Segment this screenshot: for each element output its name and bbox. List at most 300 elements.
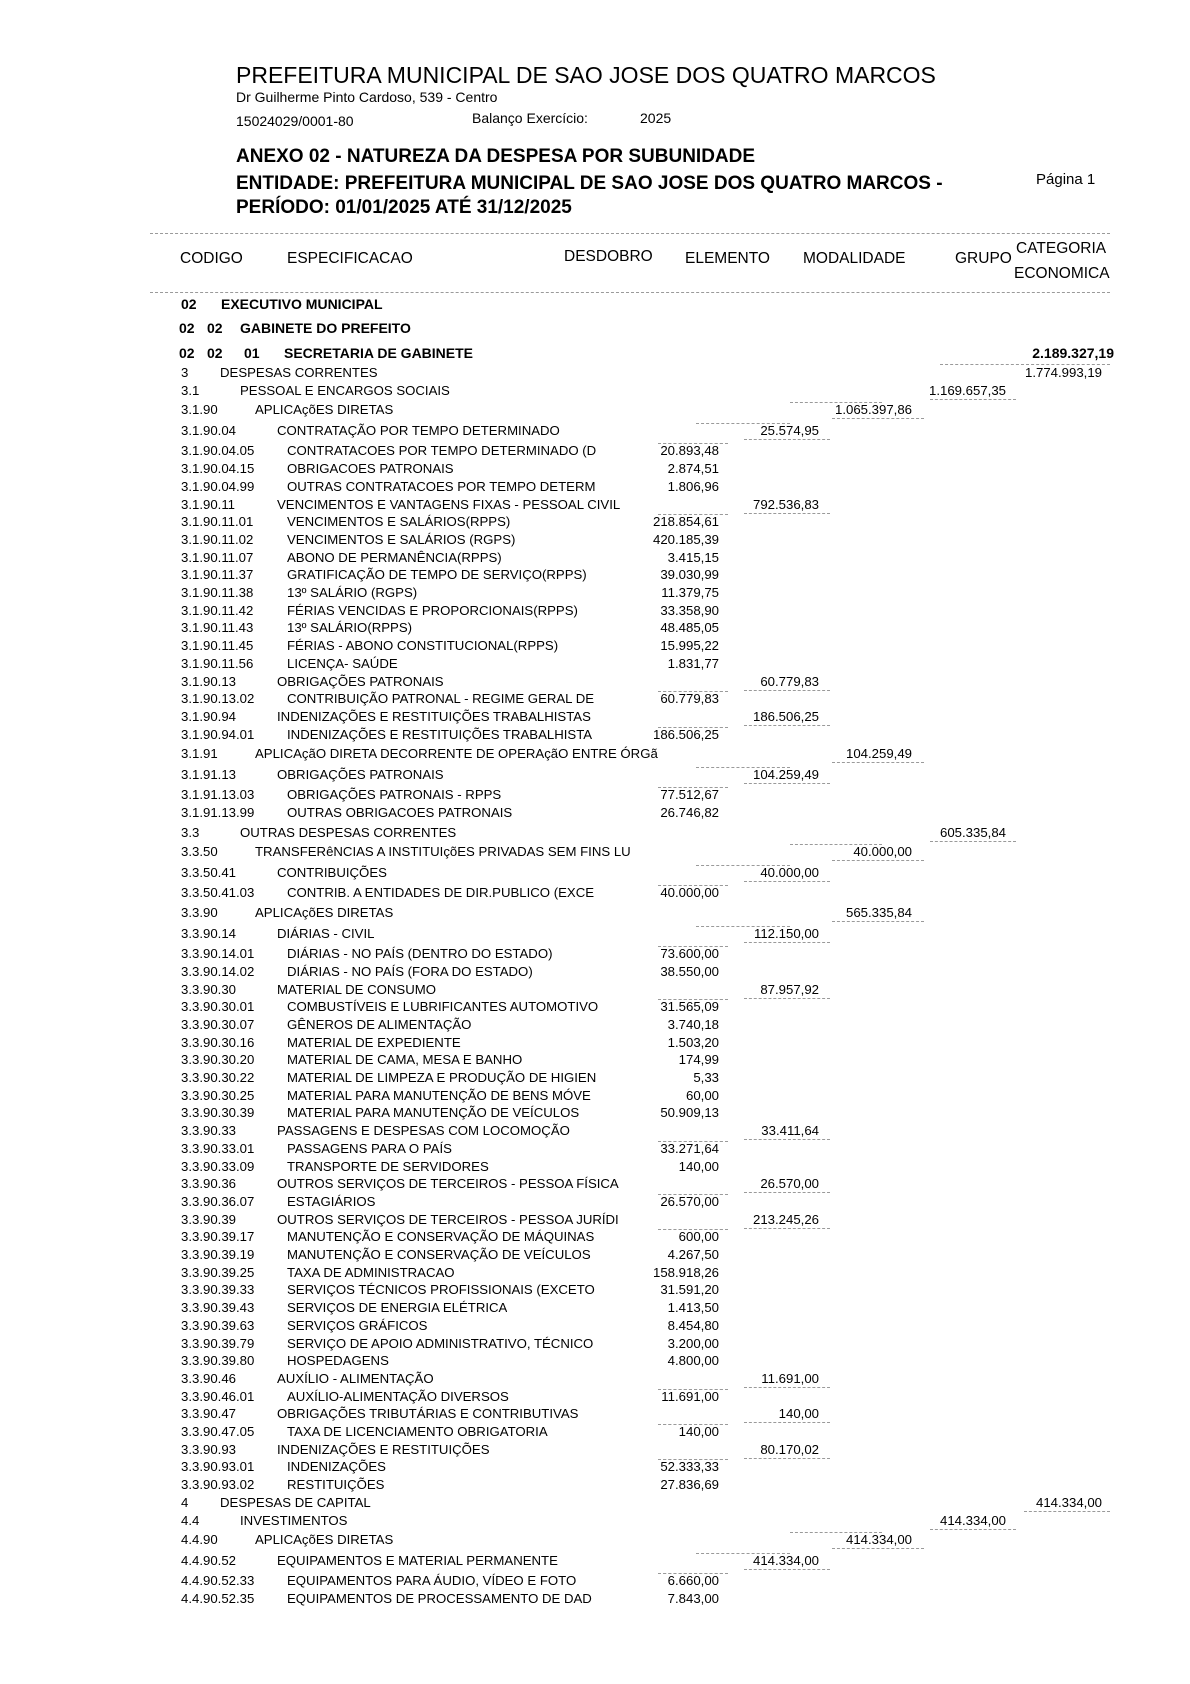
row-value: 213.245,26: [752, 1211, 819, 1227]
row-code: 3.3.90.33: [181, 1123, 236, 1139]
row-divider: [930, 1529, 1016, 1530]
row-divider: [658, 787, 728, 788]
row-value: 38.550,00: [660, 963, 719, 979]
table-row: [0, 1087, 1190, 1104]
row-description: EQUIPAMENTOS E MATERIAL PERMANENTE: [277, 1552, 558, 1568]
row-divider: [832, 860, 924, 861]
row-code: 3.3.90.93.02: [181, 1477, 255, 1493]
row-divider: [658, 1459, 728, 1460]
row-value: 605.335,84: [939, 824, 1006, 840]
row-code: 3.1.90.04.99: [181, 478, 255, 494]
row-value: 565.335,84: [845, 905, 912, 921]
row-code: 3.3.90.39.79: [181, 1335, 255, 1351]
row-divider: [658, 1573, 728, 1574]
table-row: [0, 673, 1190, 690]
row-code: 3.3.50: [181, 844, 218, 860]
row-value: 1.169.657,35: [928, 382, 1006, 398]
table-row: [0, 1140, 1190, 1157]
row-code: 3.1.90.13: [181, 673, 236, 689]
row-value: 1.065.397,86: [834, 402, 912, 418]
row-description: TAXA DE ADMINISTRACAO: [287, 1264, 455, 1280]
table-row: [0, 1016, 1190, 1033]
table-row: [0, 1122, 1190, 1139]
row-description: ESTAGIÁRIOS: [287, 1193, 376, 1209]
table-row: [0, 513, 1190, 530]
col-especificacao: ESPECIFICACAO: [287, 250, 413, 267]
row-code: 3.3.90.14.02: [181, 963, 255, 979]
row-code: 3.3.90.30.25: [181, 1087, 255, 1103]
row-code: 3.3.90.30.20: [181, 1052, 255, 1068]
row-description: CONTRIBUIÇÃO PATRONAL - REGIME GERAL DE: [287, 691, 595, 707]
table-row: [0, 766, 1190, 783]
row-value: 39.030,99: [660, 567, 719, 583]
row-code: 3.3.50.41.03: [181, 885, 255, 901]
row-value: 33.358,90: [660, 602, 719, 618]
row-value: 31.565,09: [660, 999, 719, 1015]
row-code: 3.3.90.30: [181, 981, 236, 997]
table-row: [0, 602, 1190, 619]
col-economica: ECONOMICA: [1014, 265, 1110, 282]
table-row: [0, 1552, 1190, 1569]
row-divider: [658, 946, 728, 947]
row-description: VENCIMENTOS E SALÁRIOS(RPPS): [287, 514, 511, 530]
unit-name: EXECUTIVO MUNICIPAL: [221, 296, 383, 312]
row-code: 3.3.90.30.01: [181, 999, 255, 1015]
table-row: [0, 1441, 1190, 1458]
row-value: 48.485,05: [660, 620, 719, 636]
table-row: [0, 963, 1190, 980]
row-description: PASSAGENS E DESPESAS COM LOCOMOÇÃO: [277, 1123, 570, 1139]
row-value: 60,00: [685, 1087, 719, 1103]
row-value: 3.415,15: [667, 549, 719, 565]
table-row: [0, 1458, 1190, 1475]
page-title: PREFEITURA MUNICIPAL DE SAO JOSE DOS QUATRO MARCOS: [236, 62, 936, 88]
table-row: [0, 1335, 1190, 1352]
period-title: PERÍODO: 01/01/2025 ATÉ 31/12/2025: [236, 197, 572, 218]
table-row: [0, 690, 1190, 707]
table-row: [0, 1069, 1190, 1086]
row-divider: [658, 1229, 728, 1230]
row-value: 60.779,83: [760, 673, 819, 689]
row-description: CONTRIBUIÇÕES: [277, 864, 387, 880]
row-code: 3.3.90.39.19: [181, 1247, 255, 1262]
row-description: VENCIMENTOS E SALÁRIOS (RGPS): [287, 531, 516, 547]
table-row: [0, 401, 1190, 418]
row-code: 3.3.90: [181, 905, 218, 921]
row-value: 1.806,96: [667, 478, 719, 494]
row-divider: [696, 865, 790, 866]
row-code: 3.3.90.46.01: [181, 1388, 255, 1404]
table-row: [0, 726, 1190, 743]
table-row: [0, 1531, 1190, 1548]
row-code: 4.4: [181, 1512, 200, 1528]
row-description: VENCIMENTOS E VANTAGENS FIXAS - PESSOAL CIVIL: [277, 496, 621, 512]
table-row: [0, 945, 1190, 962]
row-value: 20.893,48: [660, 443, 719, 459]
row-description: DIÁRIAS - NO PAÍS (FORA DO ESTADO): [287, 963, 533, 979]
row-description: OBRIGACOES PATRONAIS: [287, 461, 454, 477]
row-code: 3.3.90.39.80: [181, 1353, 255, 1369]
row-value: 414.334,00: [752, 1552, 819, 1568]
row-divider: [832, 921, 924, 922]
row-code: 3.1.90.11.45: [181, 638, 254, 654]
row-value: 1.503,20: [667, 1034, 719, 1050]
row-description: SERVIÇOS GRÁFICOS: [287, 1317, 428, 1333]
row-divider: [930, 841, 1016, 842]
row-code: 3.1.90.13.02: [181, 691, 255, 707]
row-value: 40.000,00: [760, 864, 819, 880]
row-code: 3.3.90.93.01: [181, 1459, 255, 1475]
table-row: [0, 843, 1190, 860]
table-row: [0, 496, 1190, 513]
row-value: 414.334,00: [1035, 1494, 1102, 1510]
row-code: 3.3.90.47.05: [181, 1424, 255, 1439]
table-row: [0, 1264, 1190, 1281]
table-row: [0, 981, 1190, 998]
row-code: 4.4.90: [181, 1532, 218, 1548]
row-code: 3.1.90.11.43: [181, 620, 254, 636]
row-description: MATERIAL PARA MANUTENÇÃO DE BENS MÓVE: [287, 1087, 591, 1103]
row-divider: [658, 999, 728, 1000]
row-value: 1.774.993,19: [1024, 365, 1102, 380]
row-description: MANUTENÇÃO E CONSERVAÇÃO DE VEÍCULOS: [287, 1247, 591, 1262]
row-description: APLICAçõES DIRETAS: [255, 402, 394, 418]
col-grupo: GRUPO: [955, 250, 1012, 267]
annex-title: ANEXO 02 - NATUREZA DA DESPESA POR SUBUNIDADE: [236, 146, 756, 167]
row-code: 3.3: [181, 824, 200, 840]
row-description: SERVIÇOS TÉCNICOS PROFISSIONAIS (EXCETO: [287, 1282, 595, 1298]
row-value: 420.185,39: [652, 531, 719, 547]
row-description: PESSOAL E ENCARGOS SOCIAIS: [240, 382, 450, 398]
col-elemento: ELEMENTO: [685, 250, 770, 267]
address: Dr Guilherme Pinto Cardoso, 539 - Centro: [236, 89, 498, 105]
table-row: [0, 364, 1190, 381]
subsub-code-2: 02: [207, 345, 223, 361]
row-code: 3.1.90: [181, 402, 218, 418]
table-row: [0, 904, 1190, 921]
balanco-year: 2025: [640, 110, 672, 126]
table-row: [0, 745, 1190, 762]
row-value: 6.660,00: [667, 1573, 719, 1589]
subunit-name: GABINETE DO PREFEITO: [240, 320, 411, 336]
row-description: PASSAGENS PARA O PAÍS: [287, 1140, 452, 1156]
table-row: [0, 708, 1190, 725]
row-value: 600,00: [678, 1229, 719, 1245]
row-value: 33.271,64: [660, 1140, 719, 1156]
row-description: APLICAçãO DIRETA DECORRENTE DE OPERAçãO ENTRE ÓRGã: [255, 746, 658, 762]
row-code: 3.3.90.36: [181, 1176, 236, 1192]
row-code: 3.1.90.04.15: [181, 461, 255, 477]
row-divider: [790, 1532, 882, 1533]
row-code: 3.3.50.41: [181, 864, 236, 880]
table-row: [0, 460, 1190, 477]
table-row: [0, 619, 1190, 636]
table-row: [0, 1352, 1190, 1369]
row-value: 26.570,00: [660, 1193, 719, 1209]
row-value: 40.000,00: [660, 885, 719, 901]
row-divider: [696, 423, 790, 424]
row-value: 140,00: [778, 1406, 819, 1422]
subunit-code-1: 02: [179, 320, 195, 336]
row-value: 218.854,61: [652, 514, 719, 530]
cnpj: 15024029/0001-80: [236, 113, 354, 129]
row-code: 3.1.90.11.42: [181, 602, 254, 618]
row-description: 13º SALÁRIO (RGPS): [287, 585, 418, 600]
col-desdobro: DESDOBRO: [564, 248, 653, 265]
row-description: OUTRAS CONTRATACOES POR TEMPO DETERM: [287, 478, 596, 494]
row-code: 3.3.90.93: [181, 1441, 236, 1457]
row-value: 186.506,25: [652, 726, 719, 742]
row-code: 3.1: [181, 382, 200, 398]
row-description: MATERIAL DE CAMA, MESA E BANHO: [287, 1052, 523, 1068]
row-value: 8.454,80: [667, 1317, 719, 1333]
row-value: 77.512,67: [660, 787, 719, 803]
row-value: 80.170,02: [760, 1441, 819, 1457]
row-code: 3.3.90.30.07: [181, 1016, 255, 1032]
row-description: CONTRIB. A ENTIDADES DE DIR.PUBLICO (EXCE: [287, 885, 595, 901]
table-row: [0, 804, 1190, 821]
row-code: 3: [181, 365, 189, 380]
row-divider: [658, 1194, 728, 1195]
row-code: 3.1.91.13.03: [181, 787, 255, 803]
row-divider: [744, 783, 830, 784]
row-divider: [744, 881, 830, 882]
row-value: 186.506,25: [752, 708, 819, 724]
row-divider: [658, 1141, 728, 1142]
row-description: OBRIGAÇÕES PATRONAIS: [277, 766, 444, 782]
row-description: OUTROS SERVIÇOS DE TERCEIROS - PESSOA JURÍDI: [277, 1211, 619, 1227]
row-value: 112.150,00: [753, 925, 819, 941]
row-code: 3.3.90.30.39: [181, 1105, 255, 1121]
row-description: LICENÇA- SAÚDE: [287, 655, 398, 671]
row-code: 3.3.90.14.01: [181, 946, 255, 962]
table-row: [0, 382, 1190, 399]
row-value: 3.740,18: [667, 1016, 719, 1032]
row-description: EQUIPAMENTOS PARA ÁUDIO, VÍDEO E FOTO: [287, 1573, 577, 1589]
row-code: 3.3.90.30.16: [181, 1034, 255, 1050]
row-divider: [658, 443, 728, 444]
row-code: 3.3.90.33.01: [181, 1140, 255, 1156]
row-value: 11.691,00: [661, 1388, 719, 1404]
table-row: [0, 1388, 1190, 1405]
row-value: 174,99: [678, 1052, 719, 1068]
table-row: [0, 442, 1190, 459]
row-value: 1.413,50: [667, 1300, 719, 1316]
row-divider: [832, 762, 924, 763]
row-description: MATERIAL DE CONSUMO: [277, 981, 436, 997]
row-value: 25.574,95: [760, 422, 819, 438]
columns-divider: [150, 292, 1110, 293]
row-divider: [832, 1548, 924, 1549]
row-code: 3.1.90.11.56: [181, 655, 254, 671]
row-description: OBRIGAÇÕES PATRONAIS: [277, 673, 444, 689]
row-value: 140,00: [678, 1158, 719, 1174]
row-description: TRANSPORTE DE SERVIDORES: [287, 1158, 489, 1174]
row-divider: [658, 1389, 728, 1390]
row-divider: [658, 514, 728, 515]
row-description: INVESTIMENTOS: [240, 1512, 348, 1528]
row-description: COMBUSTÍVEIS E LUBRIFICANTES AUTOMOTIVO: [287, 999, 599, 1015]
table-row: [0, 998, 1190, 1015]
row-code: 3.1.90.11: [181, 496, 236, 512]
row-value: 140,00: [678, 1424, 719, 1439]
row-description: DIÁRIAS - NO PAÍS (DENTRO DO ESTADO): [287, 946, 553, 962]
row-description: TAXA DE LICENCIAMENTO OBRIGATORIA: [287, 1424, 548, 1439]
row-value: 104.259,49: [752, 766, 819, 782]
row-code: 3.3.90.46: [181, 1370, 236, 1386]
page-number: Página 1: [1036, 171, 1096, 188]
row-code: 3.3.90.39.33: [181, 1282, 255, 1298]
col-categoria: CATEGORIA: [1016, 240, 1107, 257]
row-code: 3.1.90.11.07: [181, 549, 254, 565]
row-description: SERVIÇO DE APOIO ADMINISTRATIVO, TÉCNICO: [287, 1335, 594, 1351]
row-description: MATERIAL DE LIMPEZA E PRODUÇÃO DE HIGIEN: [287, 1070, 597, 1085]
row-divider: [696, 767, 790, 768]
table-row: [0, 1317, 1190, 1334]
table-row: [0, 1158, 1190, 1175]
row-code: 3.1.90.94: [181, 708, 236, 724]
row-description: OUTROS SERVIÇOS DE TERCEIROS - PESSOA FÍSICA: [277, 1176, 619, 1192]
table-row: [0, 786, 1190, 803]
row-code: 3.3.90.36.07: [181, 1193, 255, 1209]
row-description: OUTRAS DESPESAS CORRENTES: [240, 824, 457, 840]
row-code: 3.1.90.11.37: [181, 567, 254, 583]
row-value: 158.918,26: [652, 1264, 719, 1280]
row-code: 3.3.90.47: [181, 1406, 236, 1422]
row-divider: [832, 418, 924, 419]
row-value: 26.570,00: [760, 1176, 819, 1192]
row-divider: [790, 402, 882, 403]
row-code: 3.1.90.11.02: [181, 531, 254, 547]
table-row: [0, 884, 1190, 901]
row-code: 3.3.90.30.22: [181, 1070, 255, 1085]
row-value: 50.909,13: [660, 1105, 719, 1121]
row-code: 4.4.90.52.35: [181, 1590, 255, 1606]
row-code: 3.3.90.39.25: [181, 1264, 255, 1280]
balanco-label: Balanço Exercício:: [472, 110, 588, 126]
row-description: OUTRAS OBRIGACOES PATRONAIS: [287, 805, 513, 820]
subsub-name: SECRETARIA DE GABINETE: [284, 345, 474, 361]
row-value: 87.957,92: [760, 981, 819, 997]
table-row: [0, 1572, 1190, 1589]
row-code: 3.3.90.14: [181, 925, 236, 941]
row-description: OBRIGAÇÕES PATRONAIS - RPPS: [287, 787, 502, 803]
table-row: [0, 1512, 1190, 1529]
table-row: [0, 864, 1190, 881]
table-row: [0, 1476, 1190, 1493]
row-description: EQUIPAMENTOS DE PROCESSAMENTO DE DAD: [287, 1590, 592, 1606]
row-code: 4: [181, 1494, 189, 1510]
row-description: DIÁRIAS - CIVIL: [277, 925, 375, 941]
row-value: 73.600,00: [660, 946, 719, 962]
row-value: 11.379,75: [661, 585, 719, 600]
table-row: [0, 925, 1190, 942]
table-row: [0, 1494, 1190, 1511]
row-description: INDENIZAÇÕES E RESTITUIÇÕES: [277, 1441, 490, 1457]
row-value: 2.874,51: [667, 461, 719, 477]
subsub-code-3: 01: [244, 345, 260, 361]
row-description: DESPESAS CORRENTES: [220, 365, 378, 380]
unit-code: 02: [181, 296, 197, 312]
row-code: 3.3.90.39.63: [181, 1317, 255, 1333]
row-code: 3.1.91: [181, 746, 218, 762]
row-code: 4.4.90.52.33: [181, 1573, 255, 1589]
row-divider: [744, 1569, 830, 1570]
row-divider: [744, 439, 830, 440]
row-code: 4.4.90.52: [181, 1552, 236, 1568]
row-value: 3.200,00: [667, 1335, 719, 1351]
col-codigo: CODIGO: [180, 250, 243, 267]
table-row: [0, 637, 1190, 654]
row-description: DESPESAS DE CAPITAL: [220, 1494, 371, 1510]
table-row: [0, 1299, 1190, 1316]
row-value: 27.836,69: [660, 1477, 719, 1493]
row-description: GÊNEROS DE ALIMENTAÇÃO: [287, 1016, 472, 1032]
table-row: [0, 1104, 1190, 1121]
row-code: 3.1.91.13: [181, 766, 236, 782]
row-code: 3.1.90.94.01: [181, 726, 255, 742]
row-value: 26.746,82: [660, 805, 719, 820]
header-divider: [150, 233, 1110, 234]
table-row: [0, 566, 1190, 583]
row-code: 3.3.90.39.43: [181, 1300, 255, 1316]
row-description: ABONO DE PERMANÊNCIA(RPPS): [287, 549, 502, 565]
table-row: [0, 1228, 1190, 1245]
row-description: HOSPEDAGENS: [287, 1353, 389, 1369]
row-code: 3.1.90.11.38: [181, 585, 254, 600]
row-divider: [658, 1424, 728, 1425]
row-value: 4.267,50: [667, 1247, 719, 1262]
row-value: 1.831,77: [667, 655, 719, 671]
row-code: 3.1.90.04.05: [181, 443, 255, 459]
row-code: 3.3.90.39: [181, 1211, 236, 1227]
row-description: GRATIFICAÇÃO DE TEMPO DE SERVIÇO(RPPS): [287, 567, 587, 583]
row-description: SERVIÇOS DE ENERGIA ELÉTRICA: [287, 1300, 508, 1316]
row-value: 5,33: [693, 1070, 719, 1085]
row-description: INDENIZAÇÕES E RESTITUIÇÕES TRABALHISTA: [287, 726, 593, 742]
row-description: APLICAçõES DIRETAS: [255, 1532, 394, 1548]
row-value: 33.411,64: [761, 1123, 819, 1139]
row-description: MATERIAL PARA MANUTENÇÃO DE VEÍCULOS: [287, 1105, 580, 1121]
row-value: 7.843,00: [667, 1590, 719, 1606]
row-description: AUXÍLIO - ALIMENTAÇÃO: [277, 1370, 434, 1386]
row-description: INDENIZAÇÕES: [287, 1459, 386, 1475]
table-row: [0, 422, 1190, 439]
table-row: [0, 1590, 1190, 1607]
table-row: [0, 655, 1190, 672]
table-row: [0, 1193, 1190, 1210]
row-divider: [658, 885, 728, 886]
row-value: 31.591,20: [660, 1282, 719, 1298]
row-code: 3.3.90.33.09: [181, 1158, 255, 1174]
row-value: 4.800,00: [667, 1353, 719, 1369]
row-description: MANUTENÇÃO E CONSERVAÇÃO DE MÁQUINAS: [287, 1229, 595, 1245]
row-description: INDENIZAÇÕES E RESTITUIÇÕES TRABALHISTAS: [277, 708, 591, 724]
col-modalidade: MODALIDADE: [803, 250, 906, 267]
row-description: APLICAçõES DIRETAS: [255, 905, 394, 921]
row-description: MATERIAL DE EXPEDIENTE: [287, 1034, 461, 1050]
row-value: 60.779,83: [660, 691, 719, 707]
table-row: [0, 1246, 1190, 1263]
subsub-code-1: 02: [179, 345, 195, 361]
row-divider: [790, 844, 882, 845]
table-row: [0, 1423, 1190, 1440]
row-divider: [930, 399, 1016, 400]
entity-title: ENTIDADE: PREFEITURA MUNICIPAL DE SAO JOSE DOS QUATRO MARCOS -: [236, 173, 943, 194]
row-description: 13º SALÁRIO(RPPS): [287, 620, 413, 636]
row-code: 3.1.91.13.99: [181, 805, 255, 820]
row-divider: [658, 691, 728, 692]
